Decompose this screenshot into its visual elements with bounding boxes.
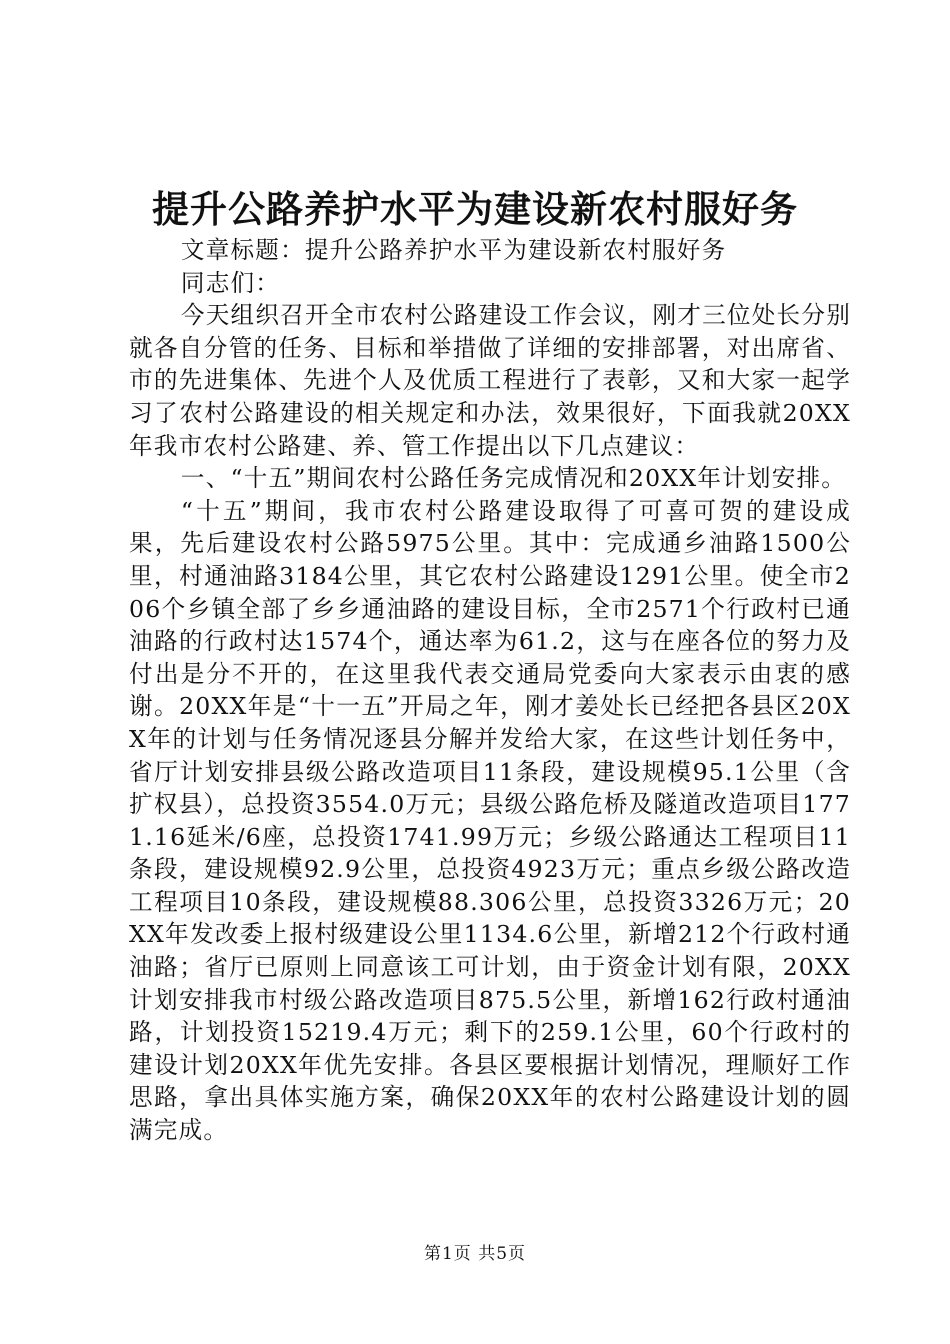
document-body xyxy=(129,234,851,1147)
article-title-line: 文章标题：提升公路养护水平为建设新农村服好务 xyxy=(180,236,727,264)
page-number-footer: 第1页 共5页 xyxy=(423,1244,527,1264)
salutation: 同志们： xyxy=(180,268,281,297)
document-title: 提升公路养护水平为建设新农村服好务 xyxy=(152,187,798,231)
paragraph-intro: 今天组织召开全市农村公路建设工作会议，刚才三位处长分别就各自分管的任务、目标和举措做了详细的安排部署，对出席省、市的先进集体、先进个人及优质工程进行了表彰，又和大家一起学习了农村公路建设的相关规定和办法，效果很好，下面我就20XX年我市农村公路建、养、管工作提出以下几点建议： xyxy=(129,301,851,460)
paragraph-section-1: “十五”期间，我市农村公路建设取得了可喜可贺的建设成果，先后建设农村公路5975公里。其中：完成通乡油路1500公里，村通油路3184公里，其它农村公路建设1291公里。使全市206个乡镇全部了乡乡通油路的建设目标，全市2571个行政村已通油路的行政村达1574个，通达率为61.2，这与在座各位的努力及付出是分不开的，在这里我代表交通局党委向大家表示由衷的感谢。20XX年是“十一五”开局之年，刚才姜处长已经把各县区20XX年的计划与任务情况逐县分解并发给大家，在这些计划任务中，省厅计划安排县级公路改造项目11条段，建设规模95.1公里（含扩权县），总投资3554.0万元；县级公路危桥及隧道改造项目1771.16延米/6座，总投资1741.99万元；乡级公路通达工程项目11条段，建设规模92.9公里，总投资4923万元；重点乡级公路改造工程项目10条段，建设规模88.306公里，总投资3326万元；20XX年发改委上报村级建设公里1134.6公里，新增212个行政村通油路；省厅已原则上同意该工可计划，由于资金计划有限，20XX计划安排我市村级公路改造项目875.5公里，新增162行政村通油路，计划投资15219.4万元；剩下的259.1公里，60个行政村的建设计划20XX年优先安排。各县区要根据计划情况，理顺好工作思路，拿出具体实施方案，确保20XX年的农村公路建设计划的圆满完成。 xyxy=(129,496,851,1145)
section-heading-1: 一、“十五”期间农村公路任务完成情况和20XX年计划安排。 xyxy=(180,464,847,493)
